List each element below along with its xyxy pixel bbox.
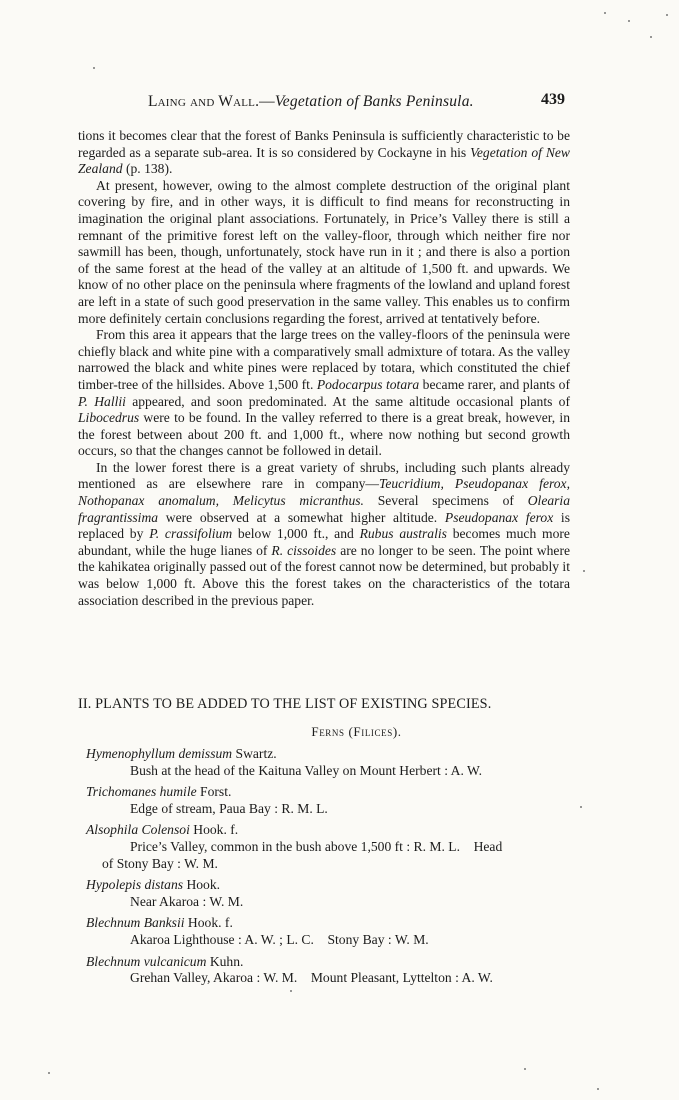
body-paragraph [78, 178, 570, 327]
scan-speck [524, 1068, 526, 1070]
species-authority: Hook. [183, 877, 221, 893]
italic-text: Pseudopanax ferox [444, 509, 554, 525]
species-entry [86, 784, 576, 817]
species-name: Alsophila Colensoi [86, 822, 190, 838]
section-subheading: Ferns (Filices). [311, 724, 402, 739]
scan-speck [580, 806, 582, 808]
italic-text: P. Hallii [78, 393, 126, 409]
paragraph-text: From this area it appears that the large trees on the valley-floors of the peninsula were chiefly black and white pine with a comparatively small admixture of totara. As the valley narrowed the black and white pines were replaced by totara, which constituted the chief timber-tree of the hillsides. Above 1,500 ft. [78, 327, 570, 392]
species-locality: Grehan Valley, Akaroa : W. M. Mount Pleasant, Lyttelton : A. W. [130, 970, 493, 986]
species-name: Blechnum vulcanicum [86, 953, 207, 969]
header-dash: — [259, 93, 275, 110]
running-title [148, 93, 474, 111]
paragraph-text: are no longer to be seen. The point where the kahikatea originally passed out of the forest cannot now be determined, but probably it was below 1,000 ft. Above this the forest takes on the characteristics of the totara association described in the previous paper. [78, 542, 571, 608]
species-entry [86, 954, 576, 987]
species-heading [86, 784, 576, 801]
species-authority: Hook. f. [189, 822, 239, 838]
italic-text: Rubus australis [359, 526, 447, 542]
running-header [0, 93, 679, 119]
body-text [78, 128, 570, 609]
species-name: Blechnum Banksii [86, 915, 185, 931]
species-locality: Bush at the head of the Kaituna Valley on Mount Herbert : A. W. [130, 762, 482, 778]
body-paragraph [78, 460, 570, 609]
paragraph-text: At present, however, owing to the almost complete destruction of the original plant covering by fire, and in other ways, it is difficult to find means for reconstructing in imagination the original plant associations. Fortunately, in Price’s Valley there is still a remnant of the primitive forest left on the valley-floor, through which neither fire nor sawmill has been, though, unfortunately, stock have run in it ; and there is also a portion of the same forest at the head of the valley at an altitude of 1,500 ft. and upwards. We know of no other place on the peninsula where fragments of the lowland and upland forest are left in a state of such good preservation in the same valley. This enables us to confirm more definitely certain conclusions regarding the forest, arrived at tentatively before. [78, 177, 570, 326]
species-authority: Kuhn. [206, 953, 244, 969]
page-number: 439 [541, 91, 565, 108]
paragraph-text: Several specimens of [363, 493, 528, 509]
species-name: Hypolepis distans [86, 877, 184, 893]
species-locality: Edge of stream, Paua Bay : R. M. L. [130, 800, 328, 816]
body-paragraph [78, 128, 570, 178]
species-locality: Akaroa Lighthouse : A. W. ; L. C. Stony Bay : W. M. [130, 931, 429, 947]
italic-text: Vegetation of New Zealand [78, 144, 570, 177]
paragraph-text: became rarer, and plants of [419, 376, 570, 392]
species-authority: Swartz. [232, 746, 277, 761]
species-entry [86, 822, 576, 872]
species-name: Hymenophyllum demissum [86, 746, 233, 761]
paragraph-text: is replaced by [78, 509, 570, 542]
paragraph-text: (p. 138). [122, 161, 173, 177]
body-paragraph [78, 327, 570, 460]
species-heading [86, 822, 576, 839]
species-entry [86, 915, 576, 948]
paragraph-text: becomes much more abundant, while the huge lianes of [78, 526, 570, 558]
scan-speck [604, 12, 606, 14]
species-heading [86, 746, 576, 763]
species-name: Trichomanes humile [86, 784, 197, 800]
species-locality: Price’s Valley, common in the bush above 1,500 ft : R. M. L. Head [130, 838, 503, 854]
species-list [86, 746, 576, 992]
scan-speck [48, 1072, 50, 1074]
scan-speck [583, 570, 585, 572]
species-heading [86, 954, 576, 971]
paragraph-text: were to be found. In the valley referred to there is a great break, however, in the forest between about 200 ft. and 1,000 ft., where now nothing but second growth occurs, so that the changes cannot be followed in detail. [78, 410, 570, 459]
italic-text: Olearia fragrantissima [78, 493, 571, 525]
scan-speck [290, 990, 292, 992]
italic-text: R. cissoides [271, 542, 337, 558]
scan-speck [666, 14, 668, 16]
scan-speck [628, 20, 630, 22]
scan-speck [650, 36, 652, 38]
paragraph-text: below 1,000 ft., and [232, 526, 360, 542]
scan-speck [597, 1088, 599, 1090]
paragraph-text: were observed at a somewhat higher altitude. [158, 509, 445, 525]
italic-text: Libocedrus [78, 410, 140, 426]
header-title: Vegetation of Banks Peninsula. [274, 93, 474, 110]
species-heading [86, 877, 576, 894]
italic-text: Podocarpus totara [316, 376, 420, 392]
italic-text: P. crassifolium [149, 526, 233, 542]
paragraph-text: appeared, and soon predominated. At the same altitude occasional plants of [125, 393, 570, 409]
paragraph-text: tions it becomes clear that the forest of Banks Peninsula is sufficiently characteristic to be regarded as a separate sub-area. It is so considered by Cockayne in his [78, 128, 570, 160]
species-authority: Hook. f. [184, 915, 233, 931]
species-entry [86, 877, 576, 910]
italic-text: Teucridium, Pseudopanax ferox, Nothopanax anomalum, Melicytus micranthus. [78, 476, 570, 509]
scan-speck [93, 67, 95, 69]
paragraph-text: In the lower forest there is a great variety of shrubs, including such plants already mentioned as are elsewhere rare in company— [78, 459, 570, 492]
species-authority: Forst. [196, 784, 232, 800]
species-locality-continuation: of Stony Bay : W. M. [102, 855, 218, 871]
species-heading [86, 915, 576, 932]
species-locality: Near Akaroa : W. M. [130, 893, 244, 909]
species-entry [86, 746, 576, 779]
header-authors: Laing and Wall. [148, 93, 260, 110]
section-heading: II. PLANTS TO BE ADDED TO THE LIST OF EXISTING SPECIES. [78, 696, 492, 712]
